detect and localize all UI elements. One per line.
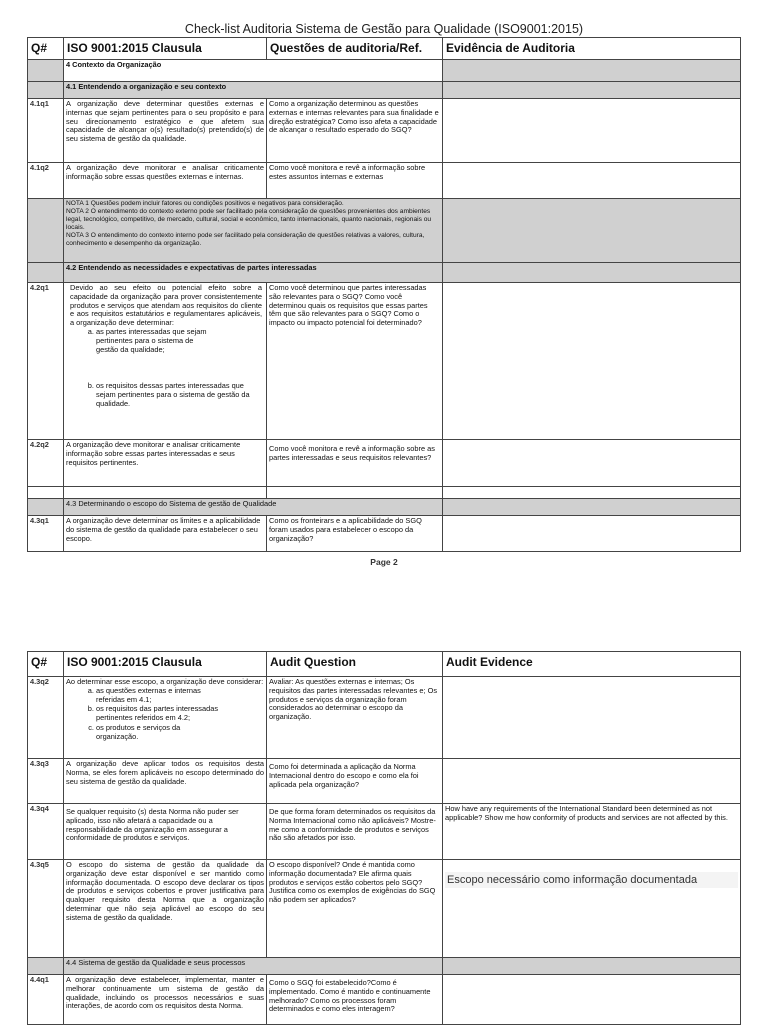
header-question: Questões de auditoria/Ref. [267,38,443,60]
question-id: 4.1q2 [28,163,64,199]
page-number: Page 2 [370,557,398,567]
audit-question: Como os fronteirars e a aplicabilidade do SGQ foram usados para estabelecer o escopo da organização? [267,516,443,552]
header-row [28,652,741,677]
table-row [28,804,741,860]
audit-question: Como o SGQ foi estabelecido?Como é implementado. Como é mantido e continuamente melhorado? Como os processos foram determinados e como eles interagem? [267,975,443,1025]
header-qnum: Q# [28,652,64,677]
question-id: 4.3q1 [28,516,64,552]
header-clause: ISO 9001:2015 Clausula [64,38,267,60]
question-id: 4.3q5 [28,860,64,958]
header-clause: ISO 9001:2015 Clausula [64,652,267,677]
table-row [28,860,741,958]
clause-text: A organização deve aplicar todos os requisitos desta Norma, se eles forem aplicáveis no escopo determinado do seu sistema de gestão da qualidade. [64,759,267,804]
note-2: NOTA 2 O entendimento do contexto externo pode ser facilitado pela consideração de questões provenientes dos ambientes legal, tecnológico, competitivo, de mercado, cultural, social e econômico, tanto internacionais, quanto nacionais, regionais ou locais. [66,208,432,231]
clause-text: A organização deve monitorar e analisar criticamente informação sobre essas questões externas e internas. [64,163,267,199]
clause-text: Ao determinar esse escopo, a organização deve considerar: a. as questões externas e internas referidas em 4.1; b. os requisitos das partes interessadas pertinentes referidos em 4.2; c. os produtos e serviços da organização. [64,677,267,759]
question-id: 4.3q2 [28,677,64,759]
evidence-cell[interactable] [443,283,741,440]
table-row [28,759,741,804]
table-row [28,440,741,487]
audit-question: Como você monitora e revê a informação sobre as partes interessadas e seus requisitos relevantes? [267,440,443,487]
clause-list [66,328,264,409]
question-id: 4.2q2 [28,440,64,487]
table-row [28,99,741,163]
clause-text: A organização deve determinar os limites e a aplicabilidade do sistema de gestão da qualidade para estabelecer o seu escopo. [64,516,267,552]
subsection-row [28,958,741,975]
audit-question: Avaliar: As questões externas e internas; Os requisitos das partes interessadas relevantes e; Os produtos e serviços da organização foram considerados ao determinar o escopo da organização. [267,677,443,759]
question-id: 4.3q3 [28,759,64,804]
list-item: a. as questões externas e internas referidas em 4.1; [96,687,264,705]
subsection-title: 4.2 Entendendo as necessidades e expectativas de partes interessadas [64,263,443,283]
audit-question: Como foi determinada a aplicação da Norma Internacional dentro do escopo e como ela foi aplicada pela organização? [267,759,443,804]
clause-text: A organização deve determinar questões externas e internas que sejam pertinentes para o seu propósito e para seu direcionamento estratégico e que afetem sua capacidade de alcançar o(s) resultado(s) pretendido(s) de seu sistema de gestão da qualidade. [64,99,267,163]
evidence-cell[interactable] [443,677,741,759]
evidence-text: Escopo necessário como informação documentada [445,872,738,888]
evidence-cell[interactable] [443,860,741,958]
audit-question: Como a organização determinou as questões externas e internas relevantes para sua finalidade e direção estratégica? Como isso afeta a capacidade de alcançar o resultado esperado do SGQ? [267,99,443,163]
audit-table-page-1 [27,37,741,552]
evidence-cell[interactable]: How have any requirements of the International Standard been determined as not applicable? Show me how conformity of products and services are not affected by this. [443,804,741,860]
subsection-row [28,263,741,283]
clause-list [66,687,264,742]
subsection-row [28,499,741,516]
subsection-title: 4.4 Sistema de gestão da Qualidade e seus processos [64,958,443,975]
question-id: 4.1q1 [28,99,64,163]
question-id: 4.3q4 [28,804,64,860]
question-id: 4.2q1 [28,283,64,440]
notes-block [64,199,443,263]
evidence-cell[interactable] [443,516,741,552]
audit-question: Como você determinou que partes interessadas são relevantes para o SGQ? Como você determinou quais os requisitos que essas partes têm que são relevantes para o SGQ? Como o impacto ou impacto potencial foi determinado? [267,283,443,440]
evidence-cell[interactable] [443,440,741,487]
subsection-row [28,82,741,99]
note-3: NOTA 3 O entendimento do contexto interno pode ser facilitado pela consideração de questões relativas a valores, cultura, conhecimento e desempenho da organização. [66,232,425,247]
clause-text: O escopo do sistema de gestão da qualidade da organização deve estar disponível e ser mantido como informação documentada. O escopo deve declarar os tipos de produtos e serviços cobertos e prover justificativa para qualquer requisito desta Norma que a organização determinar que não seja aplicável ao escopo do seu sistema de gestão da qualidade. [64,860,267,958]
table-row [28,516,741,552]
header-evidence: Evidência de Auditoria [443,38,741,60]
header-qnum: Q# [28,38,64,60]
list-item: b. os requisitos dessas partes interessadas que sejam pertinentes para o sistema de gestão da qualidade. [96,382,264,408]
subsection-title: 4.3 Determinando o escopo do Sistema de gestão de Qualidade [64,499,443,516]
list-item: a. as partes interessadas que sejam pertinentes para o sistema de gestão da qualidade; [96,328,264,354]
section-row [28,60,741,82]
document-title: Check-list Auditoria Sistema de Gestão para Qualidade (ISO9001:2015) [184,22,584,36]
header-row [28,38,741,60]
header-question: Audit Question [267,652,443,677]
list-item: b. os requisitos das partes interessadas pertinentes referidos em 4.2; [96,705,264,723]
clause-text: A organização deve monitorar e analisar criticamente informação sobre essas partes interessadas e seus requisitos pertinentes. [64,440,267,487]
table-row [28,975,741,1025]
question-id: 4.4q1 [28,975,64,1025]
audit-table-page-2 [27,651,741,1025]
table-row [28,163,741,199]
audit-question: De que forma foram determinados os requisitos da Norma Internacional como não aplicáveis? Mostre-me como a conformidade de produtos e serviços não são afetados por isso. [267,804,443,860]
section-title: 4 Contexto da Organização [64,60,443,82]
evidence-cell[interactable] [443,975,741,1025]
header-evidence: Audit Evidence [443,652,741,677]
clause-text: A organização deve estabelecer, implementar, manter e melhorar continuamente um sistema de gestão da qualidade, incluindo os processos necessários e suas interações, de acordo com os requisitos desta Norma. [64,975,267,1025]
evidence-cell[interactable] [443,163,741,199]
note-1: NOTA 1 Questões podem incluir fatores ou condições positivos e negativos para consideração. [66,200,344,207]
evidence-cell[interactable] [443,759,741,804]
table-row [28,677,741,759]
subsection-title: 4.1 Entendendo a organização e seu contexto [64,82,443,99]
list-item: c. os produtos e serviços da organização. [96,724,264,742]
spacer-row [28,487,741,499]
audit-question: Como você monitora e revê a informação sobre estes assuntos internas e externas [267,163,443,199]
table-row [28,283,741,440]
audit-question: O escopo disponível? Onde é mantida como informação documentada? Ele afirma quais produtos e serviços estão cobertos pelo SGQ? Justifica como os exemplos de exigências do SGQ não podem ser aplicados? [267,860,443,958]
clause-text: Devido ao seu efeito ou potencial efeito sobre a capacidade da organização para prover consistentemente produtos e serviços que atendam aos requisitos do cliente e aos requisitos estatutários e regulamentares aplicáveis, a organização deve determinar: a. as partes interessadas que sejam pertinentes para o sistema de gestão da qualidade; b. os requisitos dessas partes interessadas que sejam pertinentes para o sistema de gestão da qualidade. [64,283,267,440]
clause-text: Se qualquer requisito (s) desta Norma não puder ser aplicado, isso não afetará a capacidade ou a responsabilidade da organização em assegurar a conformidade de produtos e serviços. [64,804,267,860]
evidence-cell[interactable] [443,99,741,163]
notes-row [28,199,741,263]
